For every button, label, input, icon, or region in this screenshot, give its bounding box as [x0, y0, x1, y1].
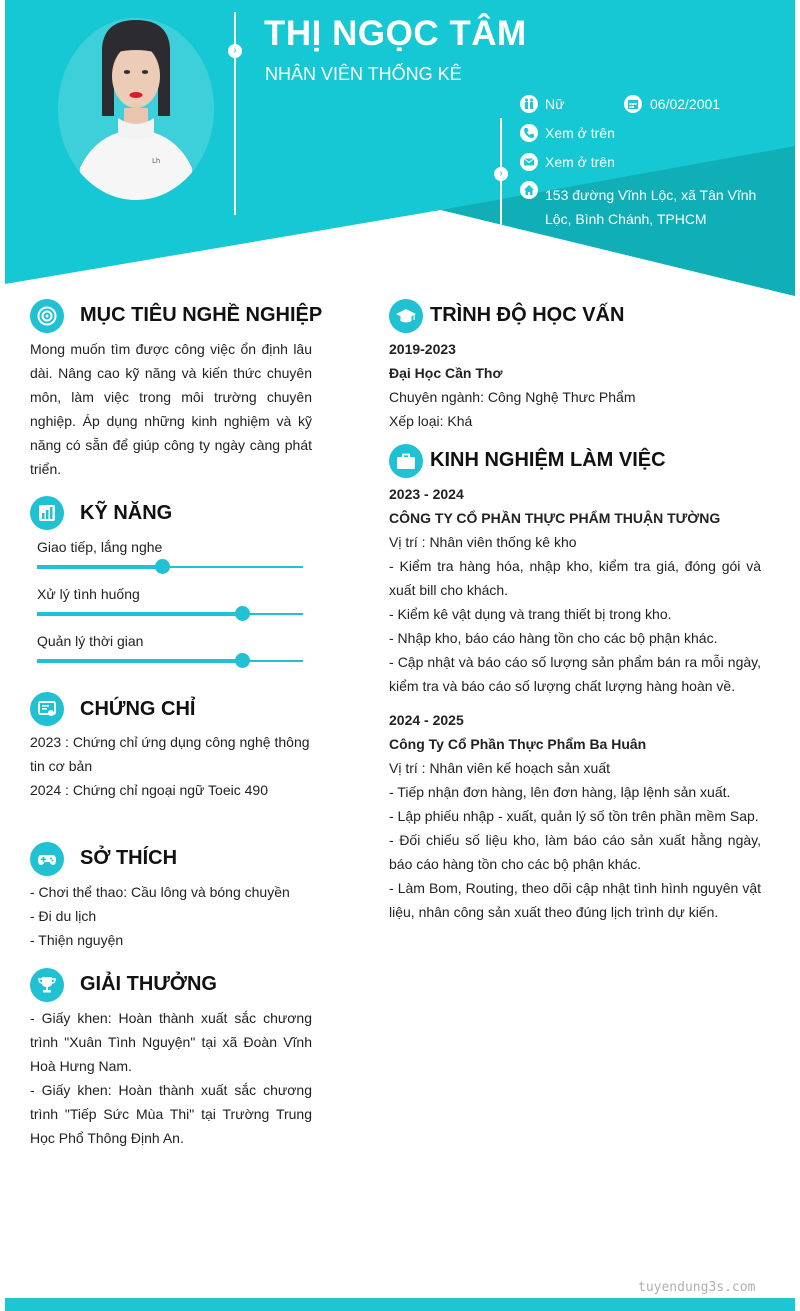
- education-grade: Xếp loại: Khá: [389, 413, 473, 429]
- candidate-name: THỊ NGỌC TÂM: [264, 14, 527, 53]
- phone-icon: [520, 124, 538, 142]
- job-company: Công Ty Cổ Phần Thực Phẩm Ba Huân: [389, 736, 647, 752]
- hobby-item: - Đi du lịch: [30, 908, 97, 924]
- bar-chart-icon: [30, 496, 64, 530]
- skill-bar: [37, 566, 303, 568]
- job-position: Vị trí : Nhân viên kế hoạch sản xuất: [389, 760, 611, 776]
- education-school: Đại Học Cần Thơ: [389, 365, 503, 381]
- job-duty: - Lập phiếu nhập - xuất, quản lý số tồn trên phần mềm Sap.: [389, 808, 759, 824]
- gender-icon: [520, 95, 538, 113]
- chevron-right-icon: ›: [494, 167, 508, 181]
- job-period: 2024 - 2025: [389, 712, 464, 728]
- award-item: - Giấy khen: Hoàn thành xuất sắc chương trình "Xuân Tình Nguyện" tại xã Đoàn Vĩnh Hoà Hưng Nam.: [30, 1010, 312, 1074]
- experience-title: KINH NGHIỆM LÀM VIỆC: [430, 449, 666, 471]
- skill-label: Giao tiếp, lắng nghe: [37, 539, 163, 555]
- profile-photo: [58, 18, 214, 200]
- skill-bar-fill: [37, 565, 162, 569]
- job-duty: - Kiểm tra hàng hóa, nhập kho, kiểm tra giá, đóng gói và xuất bill cho khách.: [389, 558, 761, 598]
- hobbies-title: SỞ THÍCH: [80, 847, 178, 869]
- briefcase-icon: [389, 444, 423, 478]
- svg-text:Lh: Lh: [152, 157, 161, 165]
- education-period: 2019-2023: [389, 341, 456, 357]
- email: Xem ở trên: [545, 154, 615, 170]
- address: [545, 183, 756, 231]
- job-duty: - Làm Bom, Routing, theo dõi cập nhật tình hình nguyên vật liệu, nhân công sản xuất theo đúng lịch trình dự kiến.: [389, 880, 761, 920]
- home-icon: [520, 181, 538, 199]
- skills-title: KỸ NĂNG: [80, 502, 173, 524]
- award-item: - Giấy khen: Hoàn thành xuất sắc chương trình "Tiếp Sức Mùa Thi" tại Trường Trung Học Phổ Thông Định An.: [30, 1082, 312, 1146]
- job-entry: [389, 708, 761, 924]
- awards-list: [30, 1006, 312, 1150]
- certificate-icon: [30, 692, 64, 726]
- phone: Xem ở trên: [545, 125, 615, 141]
- job-position: Vị trí : Nhân viên thống kê kho: [389, 534, 577, 550]
- address-line-1: 153 đường Vĩnh Lộc, xã Tân Vĩnh: [545, 187, 757, 203]
- skill-label: Xử lý tình huống: [37, 586, 140, 602]
- certificate-item: 2024 : Chứng chỉ ngoại ngữ Toeic 490: [30, 782, 268, 798]
- certificates-list: [30, 730, 312, 802]
- skill-bar: [37, 613, 303, 615]
- job-duty: - Cập nhật và báo cáo số lượng sản phẩm bán ra mỗi ngày, kiểm tra và báo cáo số lượng chất lượng hàng hoàn về.: [389, 654, 761, 694]
- header-timeline-line: [234, 12, 236, 215]
- education-major: Chuyên ngành: Công Nghệ Thưc Phẩm: [389, 389, 636, 405]
- objective-title: MỤC TIÊU NGHỀ NGHIỆP: [80, 304, 323, 326]
- gamepad-icon: [30, 842, 64, 876]
- address-line-2: Lộc, Bình Chánh, TPHCM: [545, 211, 707, 227]
- chevron-right-icon: ›: [228, 44, 242, 58]
- job-company: CÔNG TY CỔ PHẦN THỰC PHẨM THUẬN TƯỜNG: [389, 510, 721, 526]
- skill-bar-fill: [37, 612, 242, 616]
- watermark: tuyendung3s.com: [638, 1280, 756, 1295]
- trophy-icon: [30, 968, 64, 1002]
- job-duty: - Kiểm kê vật dụng và trang thiết bị trong kho.: [389, 606, 672, 622]
- footer-bar: [5, 1298, 795, 1311]
- objective-text: Mong muốn tìm được công việc ổn định lâu dài. Nâng cao kỹ năng và kiến thức chuyên môn, làm việc trong môi trường chuyên nghiệp. Áp dụng những kinh nghiệm và kỹ năng có sẵn để giúp công ty ngày càng phát triển.: [30, 341, 312, 477]
- hobby-item: - Thiện nguyện: [30, 932, 124, 948]
- job-duty: - Tiếp nhận đơn hàng, lên đơn hàng, lập lệnh sản xuất.: [389, 784, 731, 800]
- hobbies-list: [30, 880, 312, 952]
- skill-bar: [37, 660, 303, 662]
- email-icon: [520, 153, 538, 171]
- skill-bar-knob: [235, 653, 250, 668]
- job-duty: - Đối chiếu số liệu kho, làm báo cáo sản xuất hằng ngày, báo cáo hàng tồn cho các bộ phận khác.: [389, 832, 761, 872]
- job-period: 2023 - 2024: [389, 486, 464, 502]
- target-icon: [30, 299, 64, 333]
- awards-title: GIẢI THƯỞNG: [80, 973, 217, 995]
- candidate-title: NHÂN VIÊN THỐNG KÊ: [265, 64, 462, 84]
- hobby-item: - Chơi thể thao: Cầu lông và bóng chuyền: [30, 884, 290, 900]
- certificates-title: CHỨNG CHỈ: [80, 698, 196, 720]
- birthdate: 06/02/2001: [650, 96, 721, 112]
- job-entry: [389, 482, 761, 698]
- skill-bar-fill: [37, 659, 242, 663]
- skill-bar-knob: [155, 559, 170, 574]
- calendar-icon: [624, 95, 642, 113]
- education-title: TRÌNH ĐỘ HỌC VẤN: [430, 304, 625, 326]
- graduation-cap-icon: [389, 299, 423, 333]
- certificate-item: 2023 : Chứng chỉ ứng dụng công nghệ thông tin cơ bản: [30, 734, 310, 774]
- skill-bar-knob: [235, 606, 250, 621]
- education-details: [389, 337, 761, 433]
- gender: Nữ: [545, 96, 565, 112]
- job-duty: - Nhập kho, báo cáo hàng tồn cho các bộ phận khác.: [389, 630, 718, 646]
- skill-label: Quản lý thời gian: [37, 633, 144, 649]
